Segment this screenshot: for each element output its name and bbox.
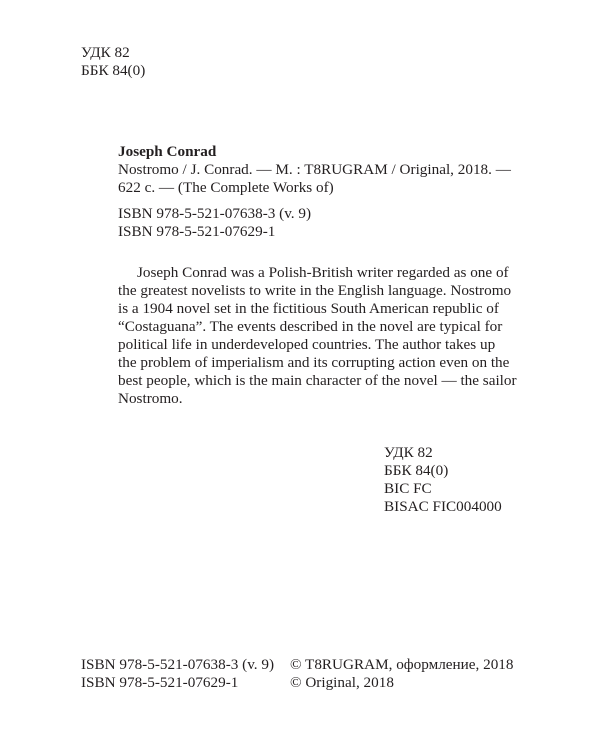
abstract-line: is a 1904 novel set in the fictitious South American republic of (118, 300, 499, 317)
abstract-line: the greatest novelists to write in the English language. Nostromo (118, 282, 512, 299)
copyright-design: © T8RUGRAM, оформление, 2018 (290, 656, 514, 673)
bibliographic-description (99, 161, 524, 197)
abstract-line: best people, which is the main character of the novel — the sailor (118, 372, 517, 389)
udk-code: УДК 82 (81, 44, 130, 61)
author-name: Joseph Conrad (118, 143, 217, 160)
isbn-block (118, 205, 311, 241)
top-classification-codes (81, 44, 145, 80)
udk-code: УДК 82 (384, 444, 433, 461)
bibliographic-description-line: 622 с. — (The Complete Works of) (118, 179, 334, 196)
abstract-line: Joseph Conrad was a Polish-British writer regarded as one of (137, 264, 509, 281)
bibliographic-record (99, 143, 524, 197)
bbk-code: ББК 84(0) (81, 62, 146, 79)
footer-copyright (290, 656, 513, 692)
footer-isbn-series: ISBN 978-5-521-07629-1 (81, 674, 239, 691)
bisac-code: BISAC FIC004000 (384, 498, 502, 515)
abstract-line: the problem of imperialism and its corrupting action even on the (118, 354, 510, 371)
abstract-line: Nostromo. (118, 390, 183, 407)
right-classification-codes (384, 444, 502, 516)
copyright-original: © Original, 2018 (290, 674, 394, 691)
bic-code: BIC FC (384, 480, 432, 497)
bibliographic-description-line: Nostromo / J. Conrad. — M. : T8RUGRAM / Original, 2018. — (118, 161, 511, 178)
abstract (118, 264, 517, 408)
footer-isbn-volume: ISBN 978-5-521-07638-3 (v. 9) (81, 656, 275, 673)
abstract-line: political life in underdeveloped countries. The author takes up (118, 336, 496, 353)
isbn-volume: ISBN 978-5-521-07638-3 (v. 9) (118, 205, 312, 222)
bbk-code: ББК 84(0) (384, 462, 449, 479)
footer-isbn (81, 656, 274, 692)
abstract-line: “Costaguana”. The events described in the novel are typical for (118, 318, 503, 335)
isbn-series: ISBN 978-5-521-07629-1 (118, 223, 276, 240)
